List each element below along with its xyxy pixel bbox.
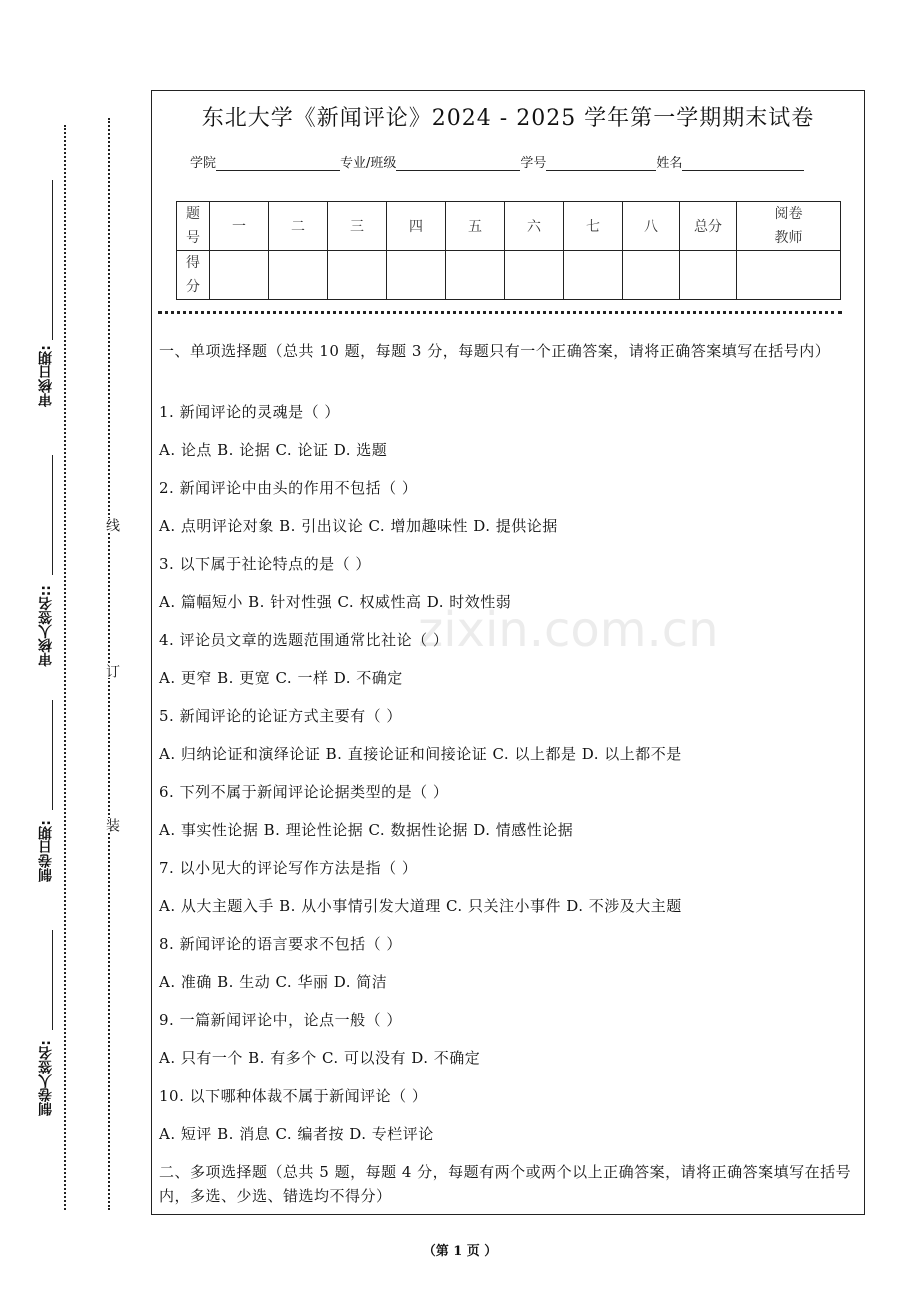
binding-line-char: 线 xyxy=(104,518,120,532)
options-3: A. 篇幅短小 B. 针对性强 C. 权威性高 D. 时效性弱 xyxy=(159,593,512,611)
score-cell[interactable] xyxy=(680,251,737,300)
col-5-header: 五 xyxy=(446,202,505,251)
make-date-line xyxy=(52,700,53,810)
reviewer-sign-label: 审核人签名:: xyxy=(38,585,54,667)
score-cell[interactable] xyxy=(446,251,505,300)
options-6: A. 事实性论据 B. 理论性论据 C. 数据性论据 D. 情感性论据 xyxy=(159,821,574,839)
student-id-label: 学号 xyxy=(520,156,547,171)
options-8: A. 准确 B. 生动 C. 华丽 D. 简洁 xyxy=(159,973,388,991)
question-6: 6. 下列不属于新闻评论论据类型的是（ ） xyxy=(159,783,449,801)
watermark: zixin.com.cn xyxy=(418,602,719,658)
options-2: A. 点明评论对象 B. 引出议论 C. 增加趣味性 D. 提供论据 xyxy=(159,517,558,535)
options-4: A. 更窄 B. 更宽 C. 一样 D. 不确定 xyxy=(159,669,403,687)
score-cell[interactable] xyxy=(328,251,387,300)
major-class-field[interactable] xyxy=(396,156,520,171)
college-label: 学院 xyxy=(190,156,217,171)
question-5: 5. 新闻评论的论证方式主要有（ ） xyxy=(159,707,402,725)
options-9: A. 只有一个 B. 有多个 C. 可以没有 D. 不确定 xyxy=(159,1049,481,1067)
exam-title: 东北大学《新闻评论》2024 - 2025 学年第一学期期末试卷 xyxy=(201,106,815,131)
col-1-header: 一 xyxy=(210,202,269,251)
maker-sign-line xyxy=(52,930,53,1030)
col-6-header: 六 xyxy=(505,202,564,251)
section1-heading: 一、单项选择题（总共 10 题，每题 3 分，每题只有一个正确答案，请将正确答案填写在括号内） xyxy=(159,342,831,360)
major-class-label: 专业/班级 xyxy=(340,156,397,171)
review-date-label: 审核日期: xyxy=(38,345,54,407)
options-7: A. 从大主题入手 B. 从小事情引发大道理 C. 只关注小事件 D. 不涉及大主题 xyxy=(159,897,682,915)
options-1: A. 论点 B. 论据 C. 论证 D. 选题 xyxy=(159,441,388,459)
header-separator xyxy=(158,311,842,314)
make-date-label: 制卷日期: xyxy=(38,820,54,882)
review-date-line xyxy=(52,180,53,340)
question-9: 9. 一篇新闻评论中，论点一般（ ） xyxy=(159,1011,402,1029)
student-info-row xyxy=(190,152,804,171)
col-7-header: 七 xyxy=(564,202,623,251)
binding-order-char: 订 xyxy=(104,664,120,678)
binding-dotted-line-outer xyxy=(64,125,66,1210)
col-3-header: 三 xyxy=(328,202,387,251)
col-8-header: 八 xyxy=(623,202,680,251)
score-row-header: 得分 xyxy=(177,251,210,300)
score-cell[interactable] xyxy=(623,251,680,300)
options-10: A. 短评 B. 消息 C. 编者按 D. 专栏评论 xyxy=(159,1125,434,1143)
maker-sign-label: 制卷人签名: xyxy=(38,1040,54,1116)
score-cell[interactable] xyxy=(387,251,446,300)
question-4: 4. 评论员文章的选题范围通常比社论（ ） xyxy=(159,631,449,649)
total-header: 总分 xyxy=(680,202,737,251)
name-label: 姓名 xyxy=(656,156,683,171)
col-2-header: 二 xyxy=(269,202,328,251)
reviewer-sign-line xyxy=(52,455,53,575)
col-4-header: 四 xyxy=(387,202,446,251)
options-5: A. 归纳论证和演绎论证 B. 直接论证和间接论证 C. 以上都是 D. 以上都不是 xyxy=(159,745,682,763)
binding-bind-char: 装 xyxy=(104,818,120,832)
question-10: 10. 以下哪种体裁不属于新闻评论（ ） xyxy=(159,1087,428,1105)
question-2: 2. 新闻评论中由头的作用不包括（ ） xyxy=(159,479,418,497)
score-cell[interactable] xyxy=(210,251,269,300)
grader-header: 阅卷教师 xyxy=(737,202,841,251)
section2-heading: 二、多项选择题（总共 5 题，每题 4 分，每题有两个或两个以上正确答案，请将正确答案填写在括号内，多选、少选、错选均不得分） xyxy=(159,1163,852,1205)
score-cell[interactable] xyxy=(564,251,623,300)
score-cell[interactable] xyxy=(737,251,841,300)
page-number: （第 1 页 ） xyxy=(422,1244,498,1259)
question-3: 3. 以下属于社论特点的是（ ） xyxy=(159,555,371,573)
question-1: 1. 新闻评论的灵魂是（ ） xyxy=(159,403,340,421)
college-field[interactable] xyxy=(216,156,340,171)
question-8: 8. 新闻评论的语言要求不包括（ ） xyxy=(159,935,402,953)
student-id-field[interactable] xyxy=(546,156,656,171)
score-table xyxy=(176,201,841,300)
question-7: 7. 以小见大的评论写作方法是指（ ） xyxy=(159,859,418,877)
name-field[interactable] xyxy=(682,156,804,171)
score-cell[interactable] xyxy=(269,251,328,300)
question-number-header: 题号 xyxy=(177,202,210,251)
score-cell[interactable] xyxy=(505,251,564,300)
